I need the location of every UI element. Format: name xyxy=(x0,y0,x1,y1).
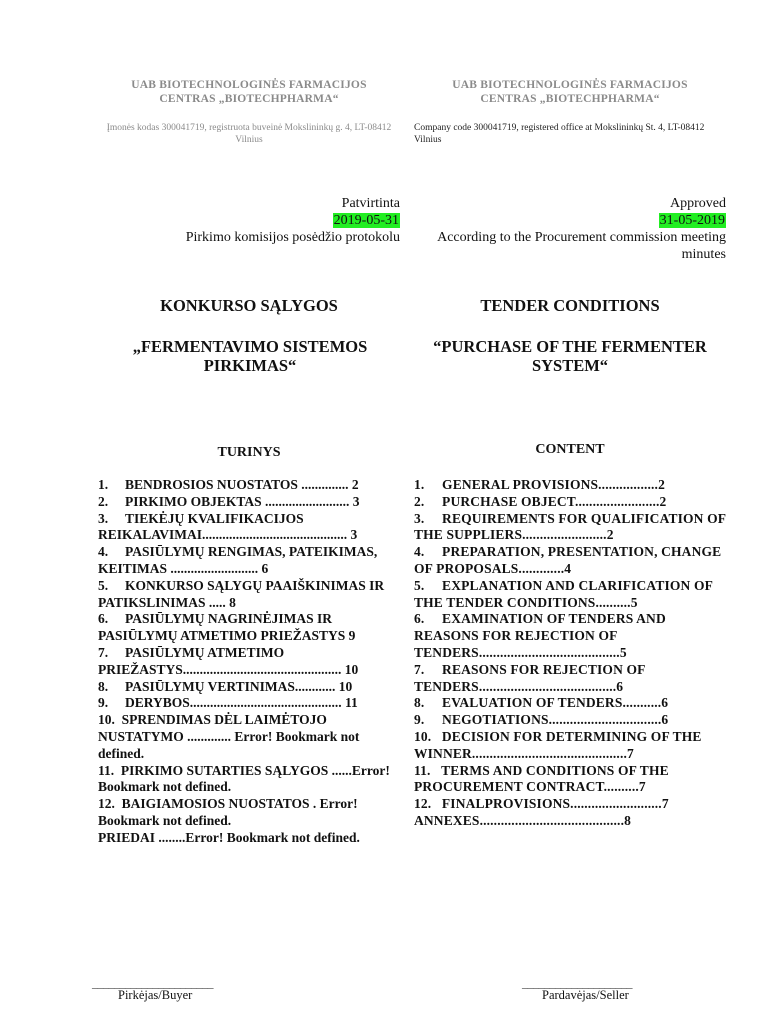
seller-signature-line: ____________________ xyxy=(522,976,632,990)
toc-entry[interactable]: 12. BAIGIAMOSIOS NUOSTATOS . Error! Bookmark not defined. xyxy=(98,796,358,828)
company-name-en xyxy=(414,78,726,106)
toc-entry[interactable]: 10. SPRENDIMAS DĖL LAIMĖTOJO NUSTATYMO ............. Error! Bookmark not defined. xyxy=(98,712,360,761)
toc-entry[interactable]: 1. BENDROSIOS NUOSTATOS .............. 2 xyxy=(98,477,359,492)
toc-entry[interactable]: 8. PASIŪLYMŲ VERTINIMAS............ 10 xyxy=(98,678,353,694)
company-name-lt xyxy=(98,78,400,106)
registration-lt: Įmonės kodas 300041719, registruota buveinė Mokslininkų g. 4, LT-08412 Vilnius xyxy=(106,123,392,145)
company-name-line: UAB BIOTECHNOLOGINĖS FARMACIJOS xyxy=(452,79,688,91)
toc-entry[interactable]: 2. PURCHASE OBJECT........................2 xyxy=(414,493,667,509)
toc-entry[interactable]: ANNEXES.........................................8 xyxy=(414,812,631,828)
company-name-line: CENTRAS „BIOTECHPHARMA“ xyxy=(159,93,339,105)
toc-entry[interactable]: 4. PREPARATION, PRESENTATION, CHANGE OF PROPOSALS.............4 xyxy=(414,544,722,576)
document-title-en: TENDER CONDITIONS xyxy=(480,296,660,315)
toc-entry[interactable]: 2. PIRKIMO OBJEKTAS ......................... 3 xyxy=(98,493,360,509)
toc-entry[interactable]: 3. REQUIREMENTS FOR QUALIFICATION OF THE SUPPLIERS........................2 xyxy=(414,510,726,543)
toc-heading-lt: TURINYS xyxy=(217,445,281,460)
toc-entry[interactable]: 11. TERMS AND CONDITIONS OF THE PROCUREMENT CONTRACT..........7 xyxy=(414,762,669,795)
toc-entry[interactable]: 11. PIRKIMO SUTARTIES SĄLYGOS ......Error! Bookmark not defined. xyxy=(98,762,390,795)
approval-note: Pirkimo komisijos posėdžio protokolu xyxy=(185,230,400,245)
toc-entry[interactable]: 12. FINALPROVISIONS..........................7 xyxy=(414,796,669,812)
toc-entry[interactable]: 6. PASIŪLYMŲ NAGRINĖJIMAS IR PASIŪLYMŲ ATMETIMO PRIEŽASTYS 9 xyxy=(98,611,356,644)
toc-list-lt xyxy=(98,477,400,847)
toc-entry[interactable]: 8. EVALUATION OF TENDERS...........6 xyxy=(414,695,669,711)
approval-note: According to the Procurement commission meeting minutes xyxy=(437,230,726,262)
buyer-label: Pirkėjas/Buyer xyxy=(118,988,193,1002)
approval-date: 31-05-2019 xyxy=(659,213,725,228)
seller-label: Pardavėjas/Seller xyxy=(542,988,629,1002)
company-name-line: UAB BIOTECHNOLOGINĖS FARMACIJOS xyxy=(131,79,367,91)
registration-en: Company code 300041719, registered office at Mokslininkų St. 4, LT-08412 Vilnius xyxy=(414,123,705,145)
approval-date: 2019-05-31 xyxy=(333,213,399,228)
toc-entry[interactable]: 9. DERYBOS............................................. 11 xyxy=(98,695,358,711)
toc-entry[interactable]: PRIEDAI ........Error! Bookmark not defined. xyxy=(98,829,360,845)
toc-entry[interactable]: 5. KONKURSO SĄLYGŲ PAAIŠKINIMAS IR PATIKSLINIMAS ..... 8 xyxy=(98,577,385,610)
toc-entry[interactable]: 7. PASIŪLYMŲ ATMETIMO PRIEŽASTYS............................................... 10 xyxy=(98,644,359,677)
approval-label: Approved xyxy=(670,196,726,211)
toc-entry[interactable]: 9. NEGOTIATIONS................................6 xyxy=(414,712,669,728)
toc-entry[interactable]: 3. TIEKĖJŲ KVALIFIKACIJOS REIKALAVIMAI........................................... 3 xyxy=(98,510,358,543)
toc-entry[interactable]: 5. EXPLANATION AND CLARIFICATION OF THE TENDER CONDITIONS..........5 xyxy=(414,577,713,610)
toc-list-en xyxy=(414,477,726,830)
toc-entry[interactable]: 7. REASONS FOR REJECTION OF TENDERS.......................................6 xyxy=(414,661,646,694)
approval-block-en xyxy=(414,195,726,263)
toc-entry[interactable]: 6. EXAMINATION OF TENDERS AND REASONS FOR REJECTION OF TENDERS........................................5 xyxy=(414,611,666,660)
approval-block-lt xyxy=(98,195,400,246)
document-subtitle-lt: „FERMENTAVIMO SISTEMOS PIRKIMAS“ xyxy=(132,337,368,375)
toc-heading-en: CONTENT xyxy=(535,442,605,457)
document-subtitle-en: “PURCHASE OF THE FERMENTER SYSTEM“ xyxy=(433,337,707,375)
document-title-lt: KONKURSO SĄLYGOS xyxy=(160,296,338,315)
toc-entry[interactable]: 4. PASIŪLYMŲ RENGIMAS, PATEIKIMAS, KEITIMAS .......................... 6 xyxy=(98,544,378,576)
company-name-line: CENTRAS „BIOTECHPHARMA“ xyxy=(480,93,660,105)
buyer-signature-line: ______________________ xyxy=(92,976,213,990)
toc-entry[interactable]: 1. GENERAL PROVISIONS.................2 xyxy=(414,477,665,492)
approval-label: Patvirtinta xyxy=(341,196,400,211)
toc-entry[interactable]: 10. DECISION FOR DETERMINING OF THE WINNER............................................7 xyxy=(414,728,702,761)
